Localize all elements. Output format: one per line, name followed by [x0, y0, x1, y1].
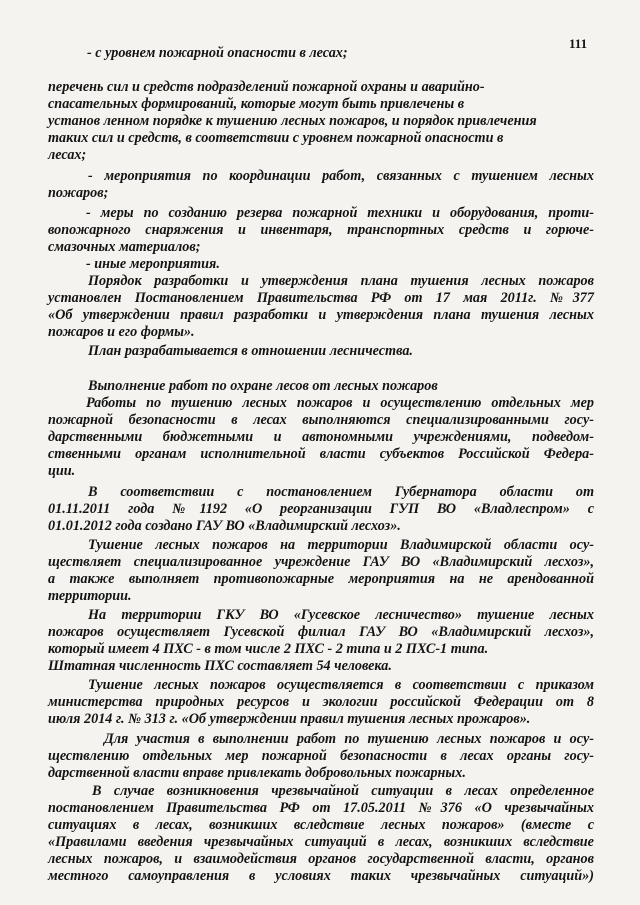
text-line: Штатная численность ПХС составляет 54 человека. — [48, 658, 392, 674]
text-line: местного самоуправления в условиях таких чрезвычайных ситуаций») — [48, 868, 594, 884]
text-line: территории. — [48, 588, 132, 604]
text-line: лесных пожаров, и взаимодействия органов государственной власти, органов — [48, 851, 594, 867]
text-line: Работы по тушению лесных пожаров и осуществлению отдельных мер — [86, 395, 594, 411]
text-line: ществляет специализированное учреждение ГАУ ВО «Владимирский лесхоз», — [48, 554, 594, 570]
text-line: ситуациях в лесах, возникших вследствие лесных пожаров» (вместе с — [48, 817, 594, 833]
text-line: а также выполняет противопожарные мероприятия на не арендованной — [48, 571, 594, 587]
page-number: 111 — [569, 36, 588, 51]
text-line: 01.01.2012 года создано ГАУ ВО «Владимирский лесхоз». — [48, 518, 401, 534]
text-line: Тушение лесных пожаров на территории Владимирской области осу- — [88, 537, 594, 553]
text-line: ществлению отдельных мер пожарной безопасности в лесах органы госу- — [48, 748, 594, 764]
text-line: пожарной безопасности в лесах выполняются специализированными госу- — [48, 412, 594, 428]
text-line: В соответствии с постановлением Губернатора области от — [88, 484, 594, 500]
text-line: дарственными бюджетными и автономными учреждениями, подведом- — [48, 429, 594, 445]
text-line: ции. — [48, 463, 76, 479]
text-line: вопожарного снаряжения и инвентаря, транспортных средств и горюче- — [48, 222, 594, 238]
text-line: План разрабатывается в отношении лесничества. — [88, 343, 413, 359]
text-line: установ ленном порядке к тушению лесных пожаров, и порядок привлечения — [48, 113, 537, 129]
text-line: пожаров осуществляет Гусевской филиал ГАУ ВО «Владимирский лесхоз», — [48, 624, 594, 640]
text-line: таких сил и средств, в соответствии с уровнем пожарной опасности в — [48, 130, 504, 146]
text-line: Тушение лесных пожаров осуществляется в соответствии с приказом — [88, 677, 594, 693]
text-line: министерства природных ресурсов и экологии российской Федерации от 8 — [48, 694, 594, 710]
text-line: «Правилами введения чрезвычайных ситуаций в лесах, возникших вследствие — [48, 834, 594, 850]
text-line: спасательных формирований, которые могут быть привлечены в — [48, 96, 465, 112]
text-line: постановлением Правительства РФ от 17.05.2011 №376 «О чрезвычайных — [48, 800, 594, 816]
text-line: ственными органам исполнительной власти субъектов Российской Федера- — [48, 446, 594, 462]
text-line: 01.11.2011 года №1192 «О реорганизации ГУП ВО «Владлеспром» с — [48, 501, 594, 517]
text-line: дарственной власти вправе привлекать добровольных пожарных. — [48, 765, 466, 781]
text-line: - меры по созданию резерва пожарной техники и оборудования, проти- — [86, 205, 594, 221]
text-line: пожаров и его формы». — [48, 324, 195, 340]
text-line: В случае возникновения чрезвычайной ситуации в лесах определенное — [92, 783, 594, 799]
text-line: пожаров; — [48, 185, 109, 201]
text-line: перечень сил и средств подразделений пожарной охраны и аварийно- — [48, 79, 485, 95]
text-line: «Об утверждении правил разработки и утверждения плана тушения лесных — [48, 307, 594, 323]
text-line: - с уровнем пожарной опасности в лесах; — [87, 45, 348, 61]
text-line: Выполнение работ по охране лесов от лесных пожаров — [88, 378, 438, 394]
text-line: Порядок разработки и утверждения плана тушения лесных пожаров — [88, 273, 594, 289]
text-line: установлен Постановлением Правительства РФ от 17 мая 2011г. №377 — [48, 290, 594, 306]
text-line: Для участия в выполнении работ по тушению лесных пожаров и осу- — [104, 731, 594, 747]
text-line: На территории ГКУ ВО «Гусевское лесничество» тушение лесных — [88, 607, 594, 623]
text-line: - иные мероприятия. — [86, 256, 220, 272]
text-line: лесах; — [48, 147, 87, 163]
text-line: смазочных материалов; — [48, 239, 201, 255]
text-line: - мероприятия по координации работ, связанных с тушением лесных — [88, 168, 594, 184]
text-line: июля 2014 г. № 313 г. «Об утверждении правил тушения лесных прожаров». — [48, 711, 531, 727]
text-line: который имеет 4 ПХС - в том числе 2 ПХС - 2 типа и 2 ПХС-1 типа. — [48, 641, 489, 657]
